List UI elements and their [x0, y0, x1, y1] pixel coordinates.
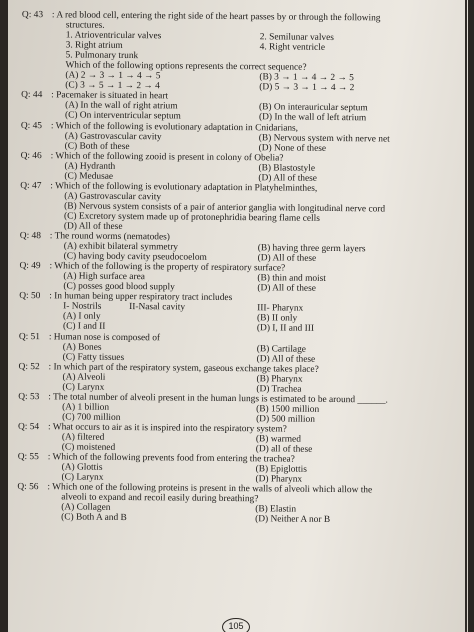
question-block [18, 422, 448, 456]
answer-option: (B) thin and moist [257, 273, 326, 285]
answer-option: (A) I only [63, 311, 101, 323]
question-subprompt: Which of the following options represents the correct sequence? [65, 60, 307, 73]
answer-option: (C) Both of these [64, 141, 130, 152]
answer-option: (C) 700 million [62, 412, 121, 423]
question-number: Q: 53 [18, 391, 40, 402]
answer-option: (C) moistened [61, 442, 116, 453]
answer-option: (A) exhibit bilateral symmetry [63, 241, 179, 253]
page-number: 105 [222, 618, 250, 632]
answer-option: (C) Excretory system made up of protonephridia bearing flame cells [63, 211, 320, 224]
answer-option: (B) 1500 million [256, 404, 320, 415]
question-number: Q: 43 [21, 10, 44, 21]
answer-option: (B) Epiglottis [255, 464, 307, 475]
statement-item: 4. Right ventricle [259, 42, 326, 54]
question-block [20, 181, 450, 235]
answer-option: (B) Nervous system with nerve net [258, 132, 390, 145]
question-text: : Which of the following zooid is present in colony of Obelia? [50, 150, 284, 164]
question-number: Q: 54 [17, 421, 40, 433]
answer-option: (C) Medusae [64, 171, 114, 182]
answer-option: (C) Both A and B [61, 512, 127, 524]
question-text-continued: structures. [65, 20, 105, 31]
question-block [19, 331, 449, 365]
question-text: : Which one of the following proteins is present in the walls of alveoli which allow the [47, 482, 373, 496]
answer-option: (D) Neither A nor B [255, 514, 331, 526]
question-block [20, 151, 450, 185]
answer-option: (B) 3 → 1 → 4 → 2 → 5 [259, 72, 354, 84]
question-number: Q: 46 [20, 150, 42, 161]
question-block [19, 261, 449, 295]
question-text-continued: alveoli to expand and recoil easily during breathing? [61, 492, 259, 505]
answer-option: (D) Pharynx [255, 474, 303, 485]
question-number: Q: 47 [20, 180, 42, 191]
answer-option: (A) Bones [62, 341, 102, 353]
question-number: Q: 52 [18, 361, 40, 372]
question-text: : Which of the following is the property of respiratory surface? [49, 261, 286, 274]
question-text: : Which of the following prevents food from entering the trachea? [47, 452, 295, 465]
question-number: Q: 44 [21, 90, 43, 101]
question-text: : What occurs to air as it is inspired into the respiratory system? [47, 422, 287, 435]
question-block [18, 362, 448, 396]
question-text: : In human being upper respiratory tract includes [49, 291, 233, 304]
answer-option: (D) 5 → 3 → 1 → 4 → 2 [259, 82, 355, 94]
answer-option: (A) Gastrovascular cavity [64, 191, 162, 203]
answer-option: (C) I and II [62, 321, 106, 333]
answer-option: (D) All of these [257, 283, 316, 295]
question-number: Q: 48 [19, 231, 41, 242]
question-block [17, 452, 447, 486]
question-block [18, 392, 448, 426]
question-text: : A red blood cell, entering the right side of the heart passes by or through the following [51, 10, 381, 24]
answer-option: (A) Glottis [61, 462, 103, 473]
answer-option: (A) Collagen [61, 502, 111, 514]
category-label: III- Pharynx [257, 303, 304, 315]
answer-option: (A) High surface area [63, 271, 145, 283]
question-number: Q: 49 [19, 261, 41, 272]
answer-option: (D) All of these [258, 173, 318, 184]
exam-page [8, 0, 468, 632]
question-text: : Which of the following is evolutionary adaptation in Cnidarians, [50, 120, 299, 134]
answer-option: (D) I, II and III [256, 323, 315, 335]
answer-option: (C) having body cavity pseudocoelom [63, 251, 207, 263]
question-block [21, 121, 451, 155]
answer-option: (D) All of these [63, 221, 123, 232]
category-label: I- Nostrils [63, 301, 102, 313]
statement-item: 5. Pulmonary trunk [65, 50, 139, 62]
answer-option: (C) Larynx [62, 382, 105, 393]
answer-option: (A) In the wall of right atrium [65, 100, 178, 112]
category-label: II-Nasal cavity [129, 302, 186, 313]
answer-option: (B) Blastostyle [258, 162, 316, 174]
question-number: Q: 45 [20, 120, 43, 131]
answer-option: (A) 2 → 3 → 1 → 4 → 5 [65, 70, 161, 82]
question-block [17, 482, 447, 526]
answer-option: (D) In the wall of left atrium [258, 112, 367, 124]
answer-option: (C) Larynx [61, 472, 104, 483]
question-number: Q: 50 [19, 291, 41, 302]
answer-option: (D) all of these [255, 444, 313, 455]
answer-option: (B) warmed [255, 434, 301, 445]
question-block [19, 291, 449, 335]
answer-option: (A) Hydranth [64, 161, 116, 172]
answer-option: (D) Trachea [256, 384, 302, 395]
answer-option: (A) Alveoli [62, 372, 106, 383]
answer-option: (C) On interventricular septum [64, 110, 181, 122]
answer-option: (C) posses good blood supply [63, 281, 175, 293]
question-text: : In which part of the respiratory system, gaseous exchange takes place? [48, 361, 319, 375]
answer-option: (A) filtered [61, 432, 105, 443]
answer-option: (B) II only [256, 313, 298, 325]
answer-option: (B) Pharynx [256, 373, 303, 385]
answer-option: (B) On interauricular septum [259, 102, 368, 114]
answer-option: (B) Elastin [255, 504, 297, 515]
question-list [17, 10, 452, 526]
question-text: : Which of the following is evolutionary adaptation in Platyhelminthes, [50, 181, 318, 194]
answer-option: (D) None of these [258, 142, 327, 154]
answer-option: (A) Gastrovascular cavity [64, 130, 162, 142]
answer-option: (A) 1 billion [62, 402, 110, 413]
question-text: : The total number of alveoli present in the human lungs is estimated to be around ______. [48, 392, 388, 406]
statement-item: 3. Right atrium [65, 40, 123, 52]
margin-line [465, 0, 467, 632]
answer-option: (B) having three germ layers [257, 243, 366, 255]
answer-option: (C) 3 → 5 → 1 → 2 → 4 [65, 80, 160, 92]
answer-option: (C) Fatty tissues [62, 352, 125, 363]
statement-item: 1. Atrioventricular valves [65, 30, 162, 42]
question-text: : Human nose is composed of [48, 331, 161, 343]
question-block [20, 231, 450, 265]
answer-option: (B) Nervous system consists of a pair of anterior ganglia with longitudinal nerve cord [64, 201, 386, 215]
question-block [21, 90, 451, 124]
answer-option: (D) 500 million [256, 414, 315, 425]
question-text: : Pacemaker is situated in heart [51, 90, 169, 102]
question-number: Q: 55 [17, 452, 39, 463]
question-block [21, 10, 452, 94]
answer-option: (D) All of these [257, 253, 317, 264]
statement-item: 2. Semilunar valves [259, 32, 335, 44]
question-number: Q: 56 [17, 482, 39, 493]
question-text: : The round worms (nematodes) [49, 231, 170, 243]
answer-option: (B) Cartilage [256, 343, 307, 355]
answer-option: (D) All of these [256, 353, 316, 365]
question-number: Q: 51 [18, 331, 41, 342]
